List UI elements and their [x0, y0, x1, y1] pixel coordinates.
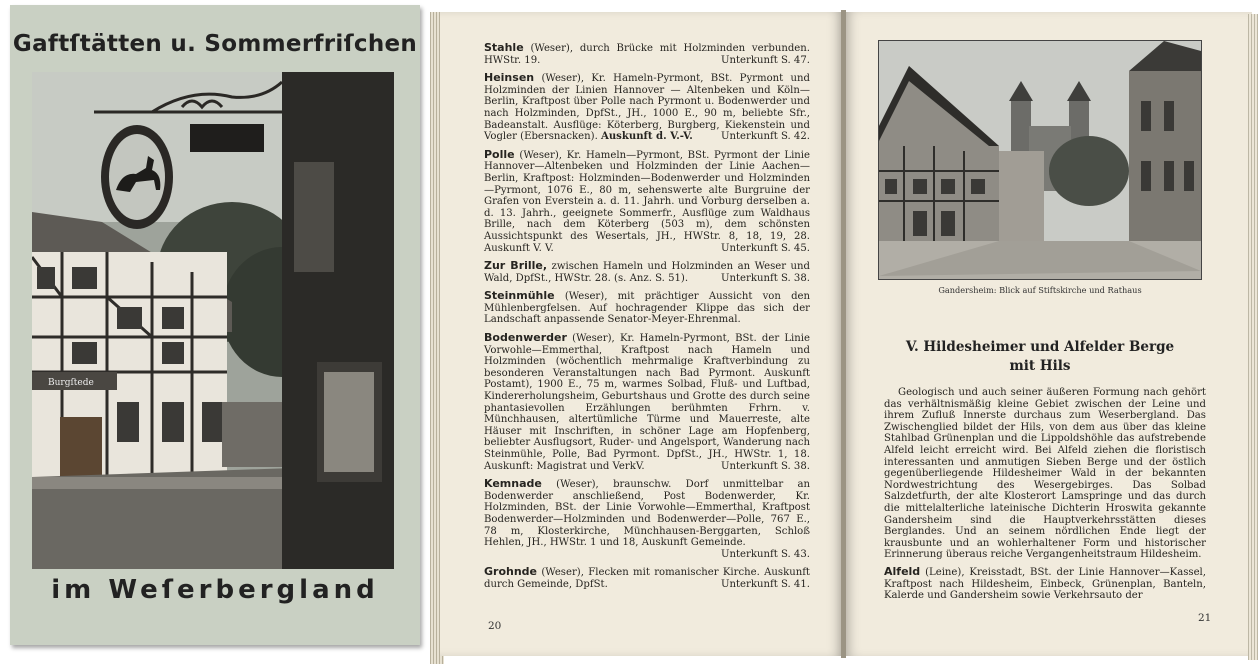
entry-stahle [484, 42, 810, 66]
entry-name: Kemnade [484, 477, 542, 491]
entry-heinsen [484, 72, 810, 143]
entry-text: (Weser), braunschw. Dorf unmittelbar an Bodenwerder anschließend, Post Bodenwerder, Kr. Holzminden, BSt. der Linie Vorwohle—Emmerthal, Kraftpost Bodenwerder—Holzminden und Bodenwerder—Polle, 767 E., 78 m, Klosterkirche, Münchhausen-Berggarten, Schloß Hehlen, JH., HWStr. 1 und 18, Auskunft Gemeinde. [484, 479, 810, 549]
brochure-cover [10, 5, 420, 645]
page-20 [440, 12, 842, 656]
left-page-text [484, 42, 810, 597]
section-title-line2: mit Hils [1009, 358, 1071, 374]
entry-name: Heinsen [484, 71, 535, 85]
entry-name: Polle [484, 147, 515, 161]
entry-name: Stahle [484, 41, 524, 54]
entry-kemnade [484, 478, 810, 560]
entry-text: (Weser), mit prächtiger Aussicht von den Mühlenbergfelsen. Auf hochragender Klippe das sich der Landschaft anpassende Senator-Meyer-Ehrenmal. [484, 291, 811, 326]
entry-ref: Unterkunft S. 38. [720, 460, 810, 472]
entry-text: (Leine), Kreisstadt, BSt. der Linie Hannover—Kassel, Kraftpost nach Hildesheim, Einbeck, Grünenplan, Banteln, Kalerde und Gandersheim sowie Verkehrsauto der [884, 566, 1206, 602]
entry-name: Steinmühle [484, 289, 555, 303]
entry-steinmuehle [484, 290, 810, 326]
entry-text: (Weser), Kr. Hameln—Pyrmont, BSt. Pyrmont der Linie Hannover—Altenbeken und Holzminden der Linie Aachen—Berlin, Kraftpost: Holzminden—Bodenwerder und Holzminden—Pyrmont, 1076 E., 80 m, sehenswerte alte Burgruine der Grafen von Everstein a. d. 11. Jahrh. und Vorburg derselben a. d. 13. Jahrh., geeignete Sommerfr., Ausflüge zum Waldhaus Brille, nach dem Köterberg (503 m), dem schönsten Aussichtspunkt des Wesertals, JH., HWStr. 8, 18, 19, 28. Auskunft V. V. [484, 149, 810, 254]
cover-photo [32, 72, 394, 569]
entry-text: zwischen Hameln und Holzminden an Weser und Wald, DpfSt., HWStr. 28. (s. Anz. S. 51). [484, 261, 810, 284]
entry-ref: Unterkunft S. 38. [720, 272, 810, 284]
photo-caption: Gandersheim: Blick auf Stiftskirche und Rathaus [938, 285, 1142, 295]
entry-polle [484, 149, 810, 254]
entry-ref: Unterkunft S. 43. [720, 548, 810, 560]
entry-ref: Unterkunft S. 42. [720, 131, 810, 143]
entry-text: (Weser), Flecken mit romanischer Kirche. Auskunft durch Gemeinde, DpfSt. [484, 567, 810, 590]
entry-name: Bodenwerder [484, 331, 567, 345]
section-title [878, 338, 1202, 376]
entry-alfeld [884, 566, 1206, 602]
entry-name: Alfeld [884, 564, 921, 578]
intro-paragraph: Geologisch und auch seiner äußeren Formung nach gehört das verhältnismäßig kleine Gebiet zwischen der Leine und ihrem Zufluß Innerste durchaus zum Weserbergland. Das Zwischenglied bildet der Hils, von dem aus über das kleine Stahlbad Grünenplan und die Lippoldshöhle das aufstrebende Alfeld leicht erreicht wird. Bei Alfeld ziehen die floristisch interessanten und anmutigen Sieben Berge und der östlich gegenüberliegende Hildesheimer Wald in der bekannten Nordwestrichtung des Wesergebirges. Das Solbad Salzdetfurth, der alte Klosterort Lamspringe und das durch die mittelalterliche lateinische Dichterin Hroswita gekannte Gandersheim sind die Hauptverkehrsstätten dieses Berglandes. Und an seinem nördlichen Ende liegt der krausbunte und an wohlerhaltener Form und historischer Erinnerung überaus reiche Vergangenheitstraum Hildesheim. [884, 387, 1206, 561]
right-page-text [884, 387, 1206, 608]
entry-bold: Auskunft d. V.-V. [601, 131, 693, 143]
cover-title: Gaftſtätten u. Sommerfriſchen [12, 31, 418, 57]
right-page-edges [1248, 14, 1258, 660]
burgstede-sign-text: Burgſtede [48, 378, 94, 388]
page-number-left: 20 [488, 620, 502, 632]
entry-name: Zur Brille, [484, 259, 548, 273]
page-number-right: 21 [1198, 612, 1212, 624]
entry-ref: Unterkunft S. 41. [720, 578, 810, 590]
page-21 [846, 12, 1252, 656]
entry-text: (Weser), durch Brücke mit Holzminden verbunden. HWStr. 19. [484, 43, 810, 66]
entry-zur-brille [484, 260, 810, 284]
entry-ref: Unterkunft S. 45. [720, 242, 810, 254]
entry-grohnde [484, 566, 810, 590]
section-title-line1: V. Hildesheimer und Alfelder Berge [905, 339, 1175, 355]
entry-text: (Weser), Kr. Hameln-Pyrmont, BSt. der Linie Vorwohle—Emmerthal, Kraftpost nach Hameln und Holzminden (wöchentlich mehrmalige Kraftverbindung zu besonderen Veranstaltungen nach Bad Pyrmont. Auskunft Postamt), 1900 E., 75 m, warmes Solbad, Fluß- und Luftbad, Kindererholungsheim, Geburtshaus und Grotte des durch seine phantasievollen Erzählungen berühmten Frhrn. v. Münchhausen, altertümliche Türme und Mauerreste, alte Häuser mit Inschriften, in schöner Lage am Hopfenberg, beliebter Ausflugsort, Ruder- und Angelsport, Wanderung nach Steinmühle, Polle, Bad Pyrmont. DpfSt., JH., HWStr. 1, 18. Auskunft: Magistrat und VerkV. [484, 333, 810, 472]
entry-bodenwerder [484, 332, 810, 472]
cover-photo-illustration [32, 72, 394, 569]
cover-subtitle: im Weſerbergland [51, 575, 379, 605]
entry-ref: Unterkunft S. 47. [720, 54, 810, 66]
gandersheim-photo-illustration [879, 41, 1201, 279]
entry-text: (Weser), Kr. Hameln-Pyrmont, BSt. Pyrmont und Holzminden der Linien Hannover — Altenbeken und Köln—Berlin, Kraftpost über Polle nach Pyrmont u. Bodenwerder und nach Holzminden, DpfSt., JH., 1000 E., 90 m, beliebte Sfr., Badeanstalt. Ausflüge: Köterberg, Burgberg, Kiekenstein und Vogler (Ebersnacken). [484, 73, 810, 143]
gandersheim-photo [878, 40, 1202, 280]
entry-name: Grohnde [484, 565, 538, 579]
